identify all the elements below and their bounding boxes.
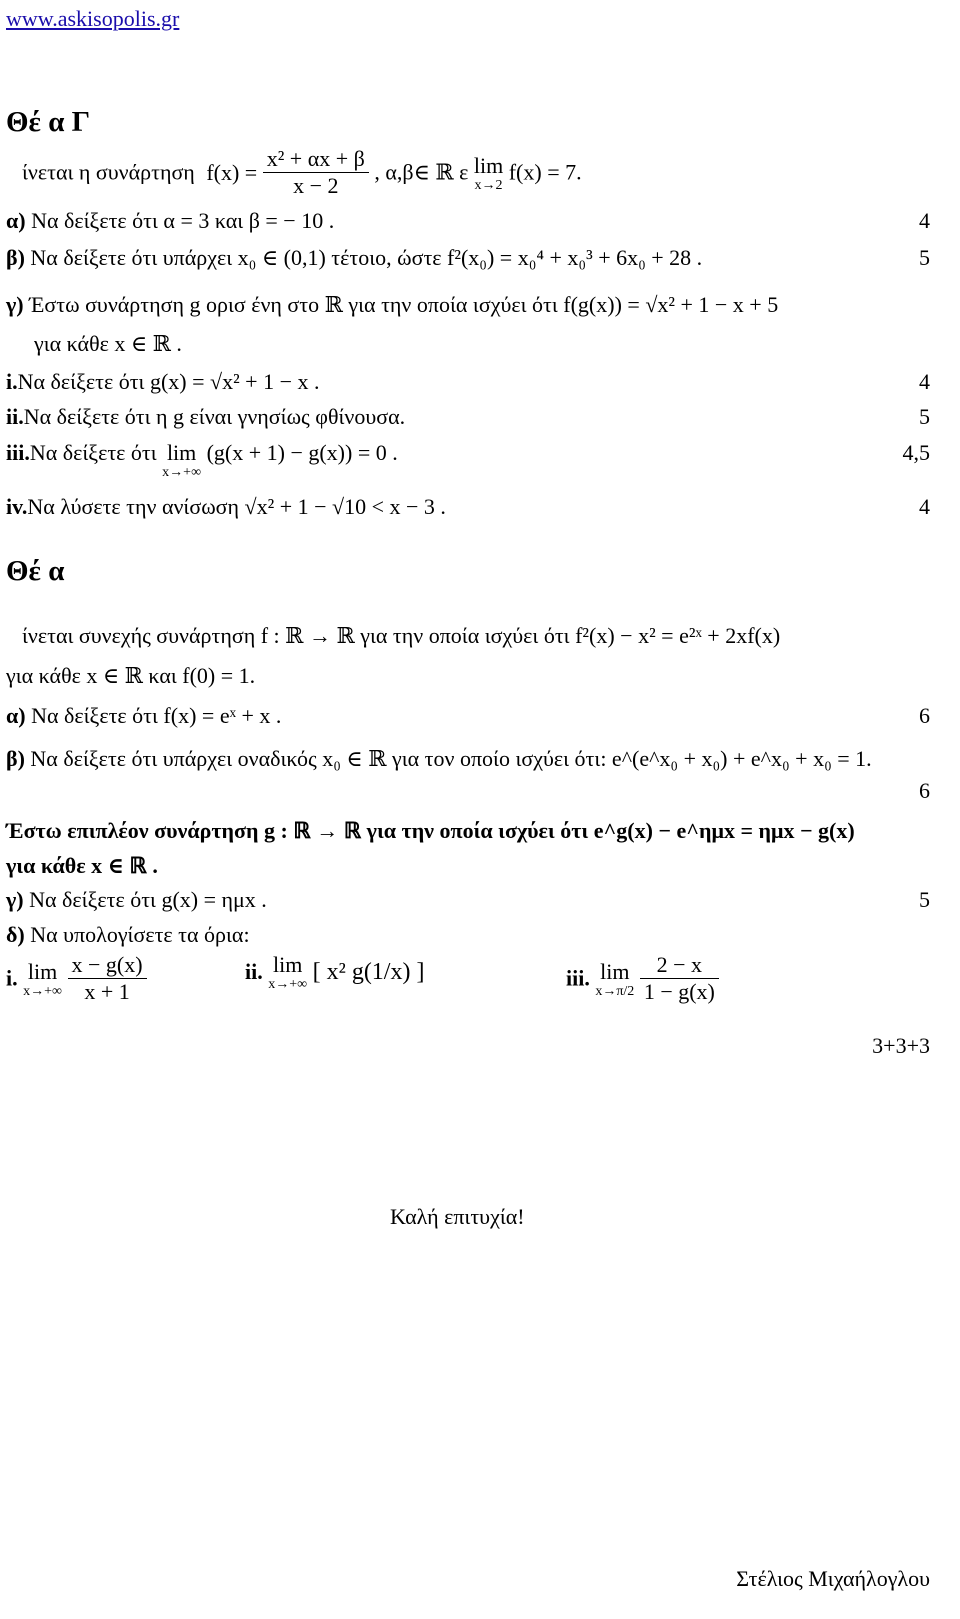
question-c-a (6, 208, 334, 234)
limit-sub: x→+∞ (268, 977, 308, 992)
intro-limit-word: lim (473, 152, 504, 178)
limit (23, 959, 62, 999)
question-label: iii. (6, 440, 30, 465)
question-d-a (6, 703, 281, 729)
question-c-iii (6, 440, 398, 480)
question-label: α) (6, 703, 26, 728)
limit-sub: x→+∞ (162, 465, 202, 480)
theme-d-intro: ίνεται συνεχής συνάρτηση f : ℝ → ℝ για την οποία ισχύει ότι f²(x) − x² = e²ˣ + 2xf(x) (22, 623, 781, 648)
limit-fraction-den: 1 − g(x) (643, 979, 715, 1004)
question-d-c (6, 887, 267, 913)
question-label: δ) (6, 922, 25, 947)
limit-iii (566, 952, 719, 1012)
points-c-i: 4 (919, 369, 930, 394)
limit-expression: [ x² g(1/x) ] (312, 959, 425, 985)
question-label: γ) (6, 292, 24, 317)
intro-fraction-den: x − 2 (293, 173, 339, 198)
intro-params: , α,β∈ ℝ ε (374, 159, 469, 185)
question-label: i. (6, 369, 18, 394)
points-d-c: 5 (919, 887, 930, 912)
question-c-iv (6, 494, 446, 520)
question-label: α) (6, 208, 26, 233)
points-d-b: 6 (919, 778, 930, 803)
question-c-c-cont: για κάθε x ∈ ℝ . (34, 331, 182, 356)
theme-c-title: Θέ α Γ (6, 106, 91, 138)
limit (268, 952, 307, 992)
limit-word: lim (600, 958, 630, 984)
limit (595, 959, 634, 999)
intro-limit-value: f(x) = 7. (508, 159, 582, 185)
question-label: ii. (6, 404, 24, 429)
intro-fx: f(x) = (206, 159, 258, 185)
intro-fraction (263, 146, 369, 199)
extra-definition-cont: για κάθε x ∈ ℝ . (6, 853, 158, 878)
limit-fraction (68, 952, 147, 1005)
limit-fraction-num: x − g(x) (68, 952, 147, 979)
intro-fraction-num: x² + αx + β (263, 146, 369, 173)
limit-ii (245, 952, 424, 1012)
theme-d-title: Θέ α (6, 555, 65, 587)
limit-word: lim (166, 440, 197, 465)
points-c-ii: 5 (919, 404, 930, 429)
question-text: Να δείξετε ότι g(x) = ημx . (29, 887, 267, 912)
points-c-a: 4 (919, 208, 930, 233)
question-d-b (6, 746, 872, 772)
theme-c-intro (22, 146, 582, 200)
intro-limit-sub: x→2 (474, 177, 503, 193)
extra-definition: Έστω επιπλέον συνάρτηση g : ℝ → ℝ για την οποία ισχύει ότι e^g(x) − e^ημx = ημx − g(x) (6, 818, 855, 843)
closing-message: Καλή επιτυχία! (390, 1204, 525, 1229)
question-text: Να δείξετε ότι α = 3 και β = − 10 . (31, 208, 335, 233)
intro-limit (474, 153, 503, 193)
points-c-b: 5 (919, 245, 930, 270)
limit-label: i. (6, 965, 18, 991)
question-d-d (6, 922, 250, 948)
question-label: β) (6, 245, 25, 270)
intro-text: ίνεται η συνάρτηση (22, 159, 195, 185)
limit-expression: (g(x + 1) − g(x)) = 0 . (206, 440, 398, 465)
limit-i (6, 952, 147, 1012)
question-label: β) (6, 746, 25, 771)
limit-word: lim (27, 958, 58, 984)
question-c-ii (6, 404, 405, 430)
question-label: iv. (6, 494, 28, 519)
question-text: Να δείξετε ότι (29, 440, 157, 465)
limit-label: iii. (566, 965, 590, 991)
question-c-b (6, 245, 702, 271)
limit-fraction (640, 952, 719, 1005)
question-text: Να δείξετε ότι η g είναι γνησίως φθίνουσα. (23, 404, 406, 429)
limit (162, 440, 201, 480)
question-label: γ) (6, 887, 24, 912)
limit-word: lim (273, 952, 303, 977)
limit-sub: x→π/2 (595, 983, 635, 999)
limit-fraction-den: x + 1 (84, 979, 130, 1004)
limit-label: ii. (245, 959, 263, 984)
limit-sub: x→+∞ (23, 983, 63, 999)
theme-d-intro-cont: για κάθε x ∈ ℝ και f(0) = 1. (6, 663, 256, 688)
question-text: Να δείξετε ότι υπάρχει x₀ ∈ (0,1) τέτοιο, ώστε f²(x₀) = x₀⁴ + x₀³ + 6x₀ + 28 . (30, 245, 703, 270)
limit-fraction-num: 2 − x (640, 952, 719, 979)
points-c-iv: 4 (919, 494, 930, 519)
question-text: Να δείξετε ότι g(x) = √x² + 1 − x . (17, 369, 320, 394)
website-link[interactable]: www.askisopolis.gr (6, 6, 180, 31)
question-text: Να δείξετε ότι f(x) = eˣ + x . (31, 703, 282, 728)
points-c-iii: 4,5 (902, 440, 930, 465)
question-text: Να δείξετε ότι υπάρχει οναδικός x₀ ∈ ℝ για τον οποίο ισχύει ότι: e^(e^x₀ + x₀) + e^x₀ + x₀ = 1. (30, 746, 872, 771)
question-text: Να υπολογίσετε τα όρια: (30, 922, 250, 947)
points-d-a: 6 (919, 703, 930, 728)
question-text: Να λύσετε την ανίσωση √x² + 1 − √10 < x − 3 . (27, 494, 446, 519)
question-c-c (6, 292, 778, 318)
points-d-d: 3+3+3 (872, 1033, 930, 1058)
question-c-i (6, 369, 320, 395)
author-name: Στέλιος Μιχαήλογλου (736, 1566, 930, 1591)
question-text: Έστω συνάρτηση g ορισ ένη στο ℝ για την οποία ισχύει ότι f(g(x)) = √x² + 1 − x + 5 (29, 292, 779, 317)
